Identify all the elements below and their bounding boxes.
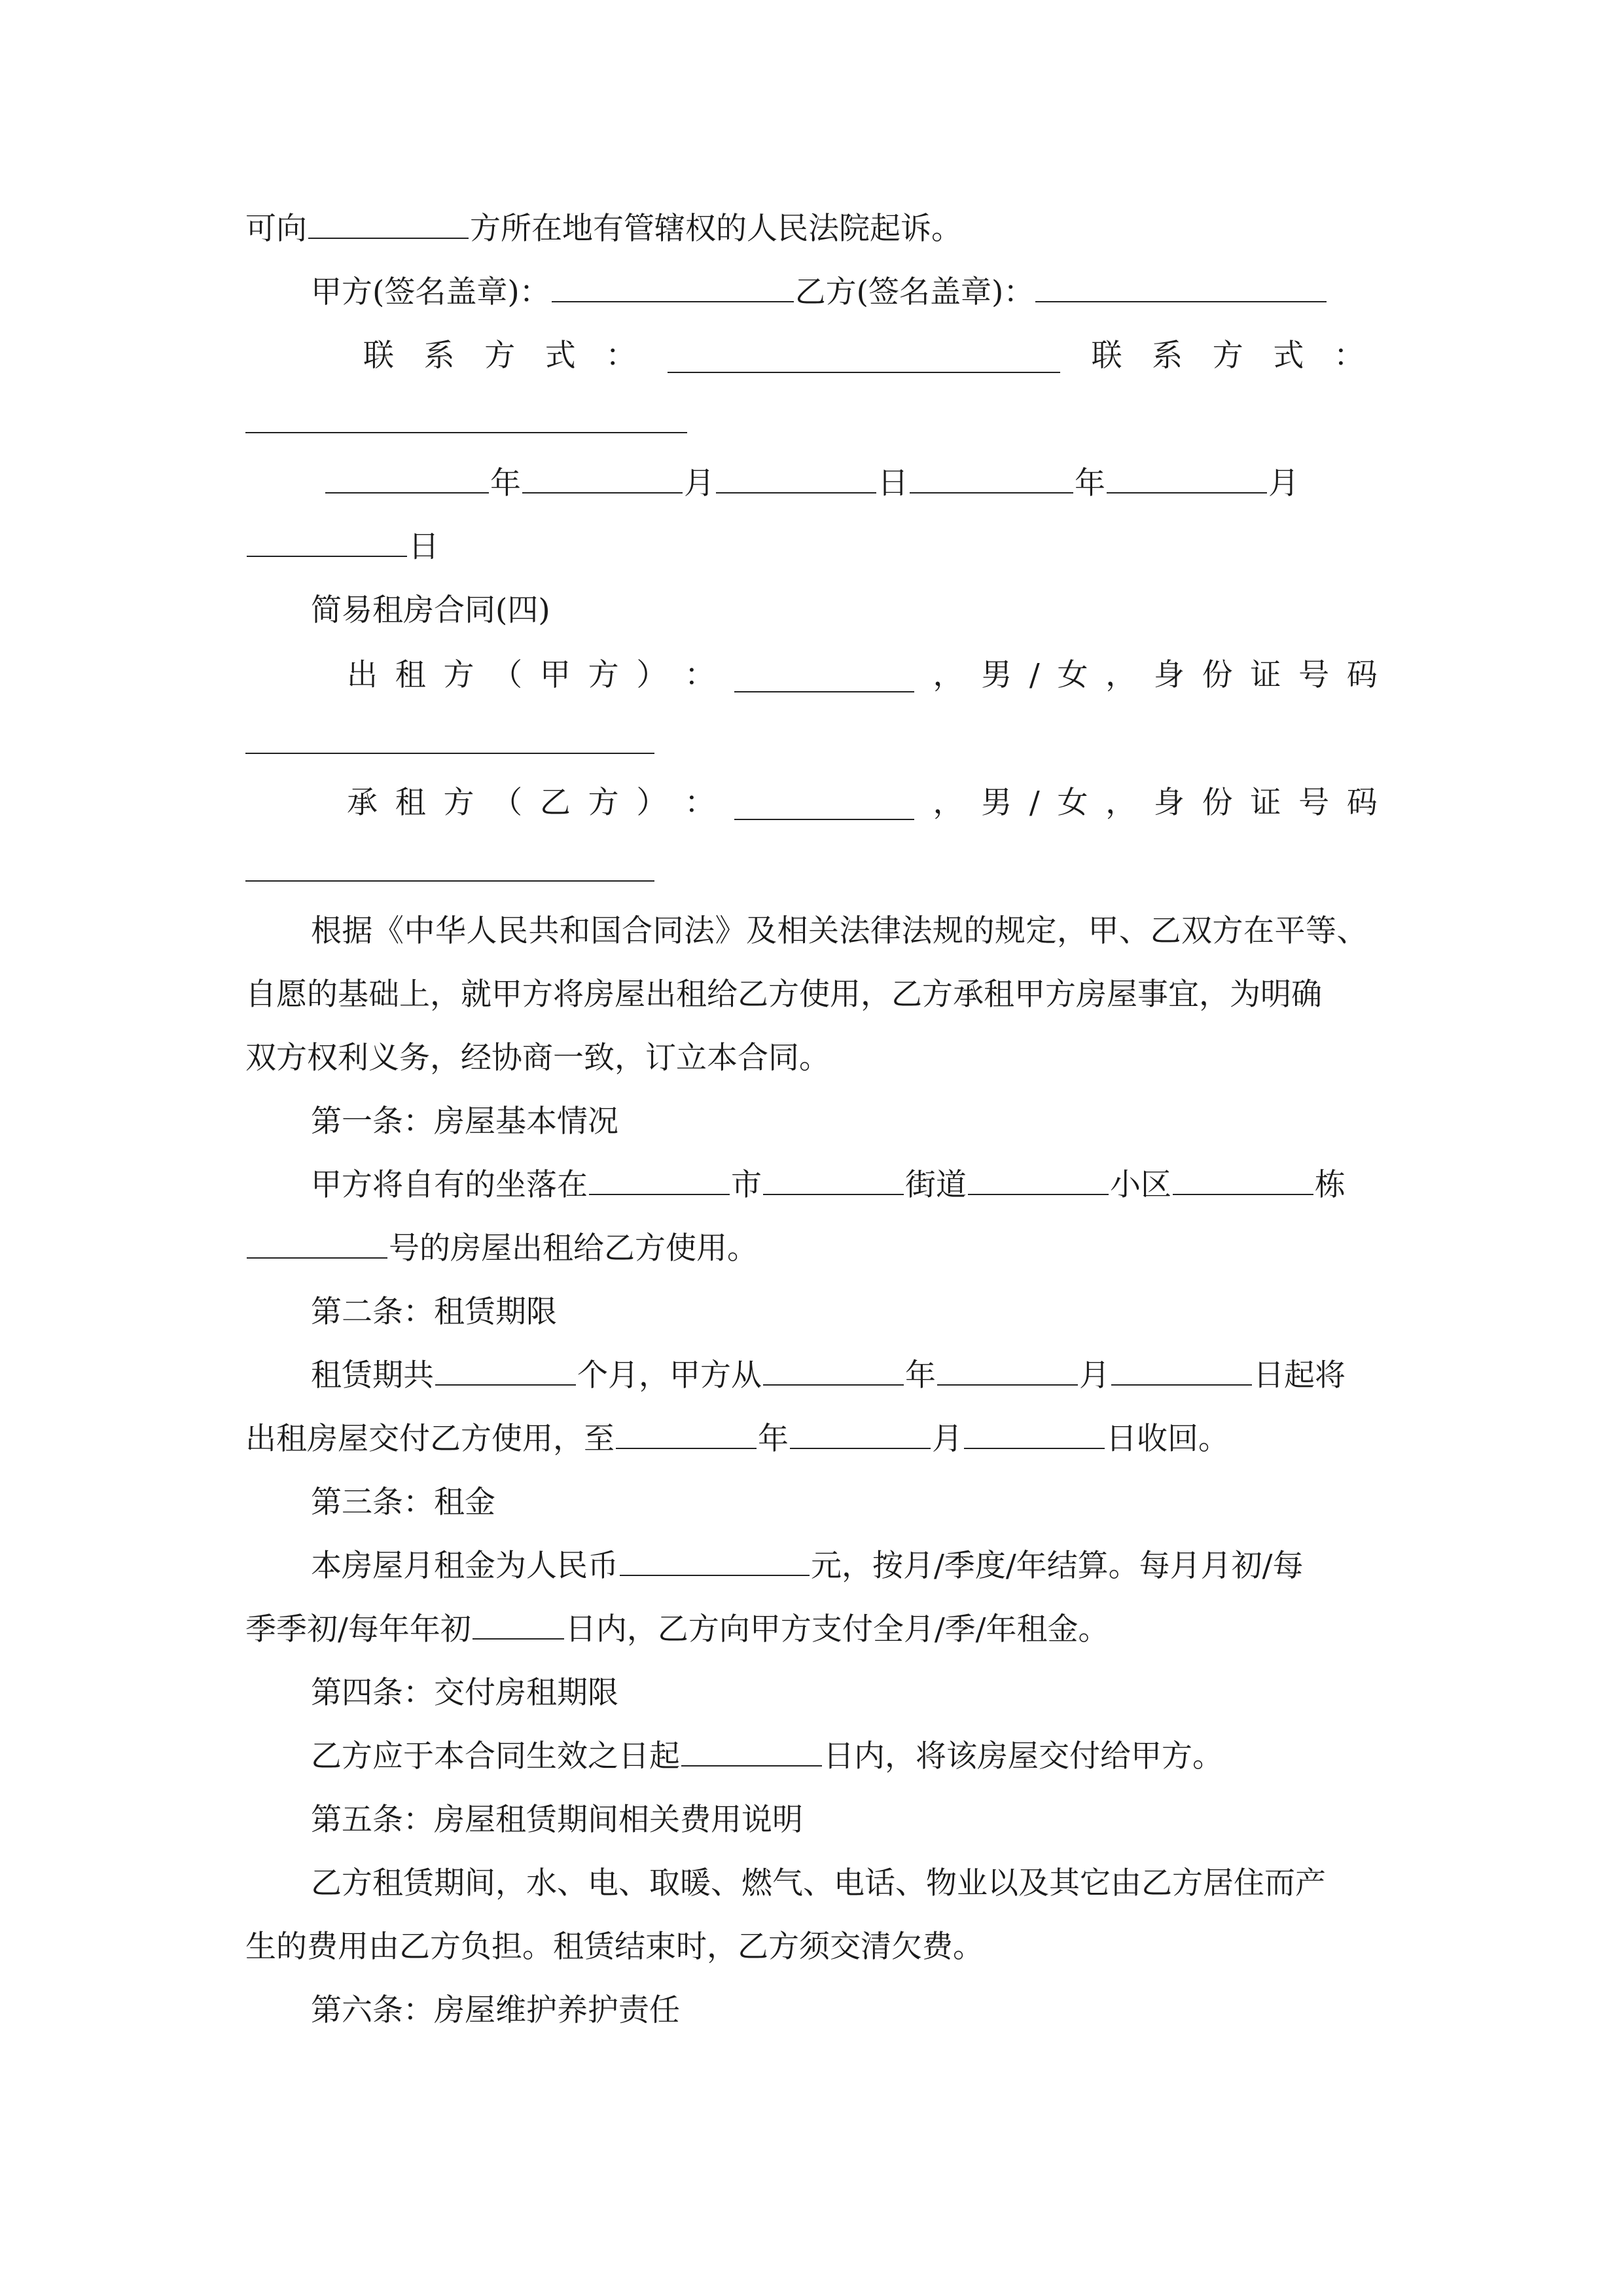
article-4-text: 乙方应于本合同生效之日起 (311, 1738, 680, 1774)
article-3-line-1 (311, 1534, 1378, 1598)
contact-a-char: 方 (484, 338, 516, 374)
blank-lease-months[interactable] (435, 1352, 576, 1386)
lessor-id-char: 份 (1202, 657, 1233, 693)
blank-lessee-name[interactable] (734, 786, 914, 820)
contact-a-char: 联 (363, 338, 394, 374)
preamble-line-1: 根据《中华人民共和国合同法》及相关法律法规的规定，甲、乙双方在平等、 (311, 913, 1368, 949)
lessee-gender-char: ， (933, 785, 964, 821)
lessor-char: （ (491, 657, 523, 693)
article-3-text: 本房屋月租金为人民币 (311, 1548, 618, 1584)
street-label: 街道 (905, 1167, 967, 1203)
blank-end-year[interactable] (616, 1415, 757, 1449)
lessor-id-char: 码 (1346, 657, 1378, 693)
lessor-gender-char: 男 (981, 657, 1012, 693)
date-line-2 (245, 515, 1378, 579)
lessor-char: 方 (588, 657, 619, 693)
blank-lessor-id[interactable] (245, 753, 654, 754)
lessee-char: 方 (443, 785, 474, 821)
blank-start-day[interactable] (1111, 1352, 1252, 1386)
court-clause-line (245, 197, 1378, 261)
blank-end-month[interactable] (790, 1415, 931, 1449)
court-clause-end: 方所在地有管辖权的人民法院起诉。 (470, 211, 962, 247)
lessee-gender-char: 女 (1057, 785, 1088, 821)
contract-title: 简易租房合同(四) (311, 592, 550, 628)
day-label: 日 (878, 465, 908, 501)
start-day-label: 日起将 (1253, 1357, 1346, 1393)
blank-lessor-name[interactable] (734, 658, 914, 692)
article-2-text: 租赁期共 (311, 1357, 434, 1393)
lessee-char: （ (491, 785, 523, 821)
lessor-gender-char: / (1029, 657, 1040, 693)
lessor-char: 租 (395, 657, 426, 693)
month-label: 月 (1079, 1357, 1110, 1393)
lessee-char: ） (636, 785, 668, 821)
lessor-gender-char: ， (933, 657, 964, 693)
blank-community[interactable] (968, 1161, 1109, 1195)
blank-end-day[interactable] (964, 1415, 1105, 1449)
blank-court-party[interactable] (308, 205, 469, 239)
contact-a-char: 式 (544, 338, 576, 374)
article-5-line-2: 生的费用由乙方负担。租赁结束时，乙方须交清欠费。 (245, 1929, 984, 1965)
lessee-char: 方 (588, 785, 619, 821)
article-3-text-4: 日内，乙方向甲方支付全月/季/年租金。 (565, 1611, 1109, 1647)
blank-payment-days[interactable] (473, 1605, 564, 1640)
blank-party-a-contact[interactable] (668, 339, 1060, 373)
article-2-heading: 第二条：租赁期限 (311, 1294, 557, 1330)
blank-building[interactable] (1173, 1161, 1313, 1195)
contact-a-char: 系 (423, 338, 455, 374)
contact-b-char: 方 (1212, 338, 1243, 374)
article-3-heading: 第三条：租金 (311, 1484, 495, 1520)
lessee-id-char: 码 (1346, 785, 1378, 821)
preamble-line-3: 双方权利义务，经协商一致，订立本合同。 (245, 1040, 830, 1076)
blank-monthly-rent[interactable] (620, 1542, 810, 1576)
months-from-label: 个月，甲方从 (577, 1357, 762, 1393)
article-4-text-2: 日内，将该房屋交付给甲方。 (823, 1738, 1223, 1774)
article-5-line-1: 乙方租赁期间，水、电、取暖、燃气、电话、物业以及其它由乙方居住而产 (311, 1865, 1326, 1901)
blank-start-year[interactable] (763, 1352, 904, 1386)
article-6-heading: 第六条：房屋维护养护责任 (311, 1992, 680, 2028)
blank-party-b-contact[interactable] (245, 432, 687, 433)
contact-line (363, 324, 1364, 388)
lessee-char: 承 (347, 785, 378, 821)
lessee-line (347, 771, 1378, 835)
article-2-text-2: 出租房屋交付乙方使用，至 (245, 1421, 615, 1457)
party-a-signature-label: 甲方(签名盖章)： (311, 274, 550, 310)
contact-b-char: 式 (1273, 338, 1304, 374)
lessor-id-char: 身 (1153, 657, 1185, 693)
blank-year-a[interactable] (325, 459, 489, 493)
contact-b-char: ： (1333, 338, 1364, 374)
article-3-line-2 (245, 1598, 1378, 1662)
preamble-line-2: 自愿的基础上，就甲方将房屋出租给乙方使用，乙方承租甲方房屋事宜，为明确 (245, 977, 1322, 1013)
blank-party-b-signature[interactable] (1035, 268, 1327, 302)
lessee-char: 乙 (539, 785, 571, 821)
lessee-id-char: 号 (1298, 785, 1330, 821)
blank-party-a-signature[interactable] (552, 268, 794, 302)
lessee-id-char: 身 (1153, 785, 1185, 821)
blank-handover-days[interactable] (681, 1732, 822, 1767)
article-4-heading: 第四条：交付房租期限 (311, 1675, 618, 1711)
lessee-id-char: 份 (1202, 785, 1233, 821)
lessee-gender-char: 男 (981, 785, 1012, 821)
blank-lessee-id[interactable] (245, 880, 654, 882)
lessee-id-char: 证 (1250, 785, 1281, 821)
month-label: 月 (684, 465, 715, 501)
court-clause-start: 可向 (245, 211, 307, 247)
article-2-line-1 (311, 1344, 1378, 1408)
lessor-line (347, 643, 1378, 708)
blank-street[interactable] (763, 1161, 904, 1195)
blank-month-a[interactable] (522, 459, 683, 493)
party-b-signature-label: 乙方(签名盖章)： (794, 274, 1035, 310)
building-label: 栋 (1315, 1167, 1346, 1203)
day-label: 日 (408, 529, 439, 565)
blank-room-number[interactable] (247, 1225, 387, 1259)
blank-day-b[interactable] (247, 523, 407, 557)
blank-day-a[interactable] (716, 459, 876, 493)
blank-start-month[interactable] (937, 1352, 1078, 1386)
lessee-char: ： (685, 785, 716, 821)
lessor-id-char: 证 (1250, 657, 1281, 693)
lessor-char: ： (685, 657, 716, 693)
blank-month-b[interactable] (1107, 459, 1267, 493)
lessor-id-char: 号 (1298, 657, 1330, 693)
blank-year-b[interactable] (910, 459, 1073, 493)
year-label: 年 (758, 1421, 789, 1457)
lessor-char: ） (636, 657, 668, 693)
lessee-gender-char: / (1029, 785, 1040, 821)
lessor-char: 出 (347, 657, 378, 693)
article-2-line-2 (245, 1407, 1378, 1471)
signature-line (311, 260, 1378, 325)
article-1-heading: 第一条：房屋基本情况 (311, 1103, 618, 1139)
article-5-heading: 第五条：房屋租赁期间相关费用说明 (311, 1802, 803, 1838)
month-label: 月 (932, 1421, 963, 1457)
contact-b-char: 联 (1091, 338, 1122, 374)
year-label: 年 (905, 1357, 936, 1393)
lessor-char: 甲 (539, 657, 571, 693)
lessor-char: 方 (443, 657, 474, 693)
date-line (324, 452, 1378, 516)
article-3-text-3: 季季初/每年年初 (245, 1611, 471, 1647)
contact-a-char: ： (605, 338, 637, 374)
lessee-char: 租 (395, 785, 426, 821)
year-label: 年 (1075, 465, 1105, 501)
blank-city[interactable] (589, 1161, 730, 1195)
lessor-gender-char: ， (1105, 657, 1137, 693)
year-label: 年 (490, 465, 521, 501)
lessor-gender-char: 女 (1057, 657, 1088, 693)
contact-b-char: 系 (1152, 338, 1183, 374)
article-1-line-2 (245, 1217, 1378, 1281)
article-1-text: 甲方将自有的坐落在 (311, 1167, 588, 1203)
lessee-gender-char: ， (1105, 785, 1137, 821)
city-label: 市 (731, 1167, 762, 1203)
month-label: 月 (1268, 465, 1299, 501)
community-label: 小区 (1110, 1167, 1171, 1203)
article-3-text-2: 元，按月/季度/年结算。每月月初/每 (811, 1548, 1304, 1584)
article-1-line-1 (311, 1153, 1378, 1217)
article-1-text-end: 号的房屋出租给乙方使用。 (389, 1230, 758, 1266)
end-day-label: 日收回。 (1106, 1421, 1229, 1457)
article-4-line-1 (311, 1725, 1378, 1789)
